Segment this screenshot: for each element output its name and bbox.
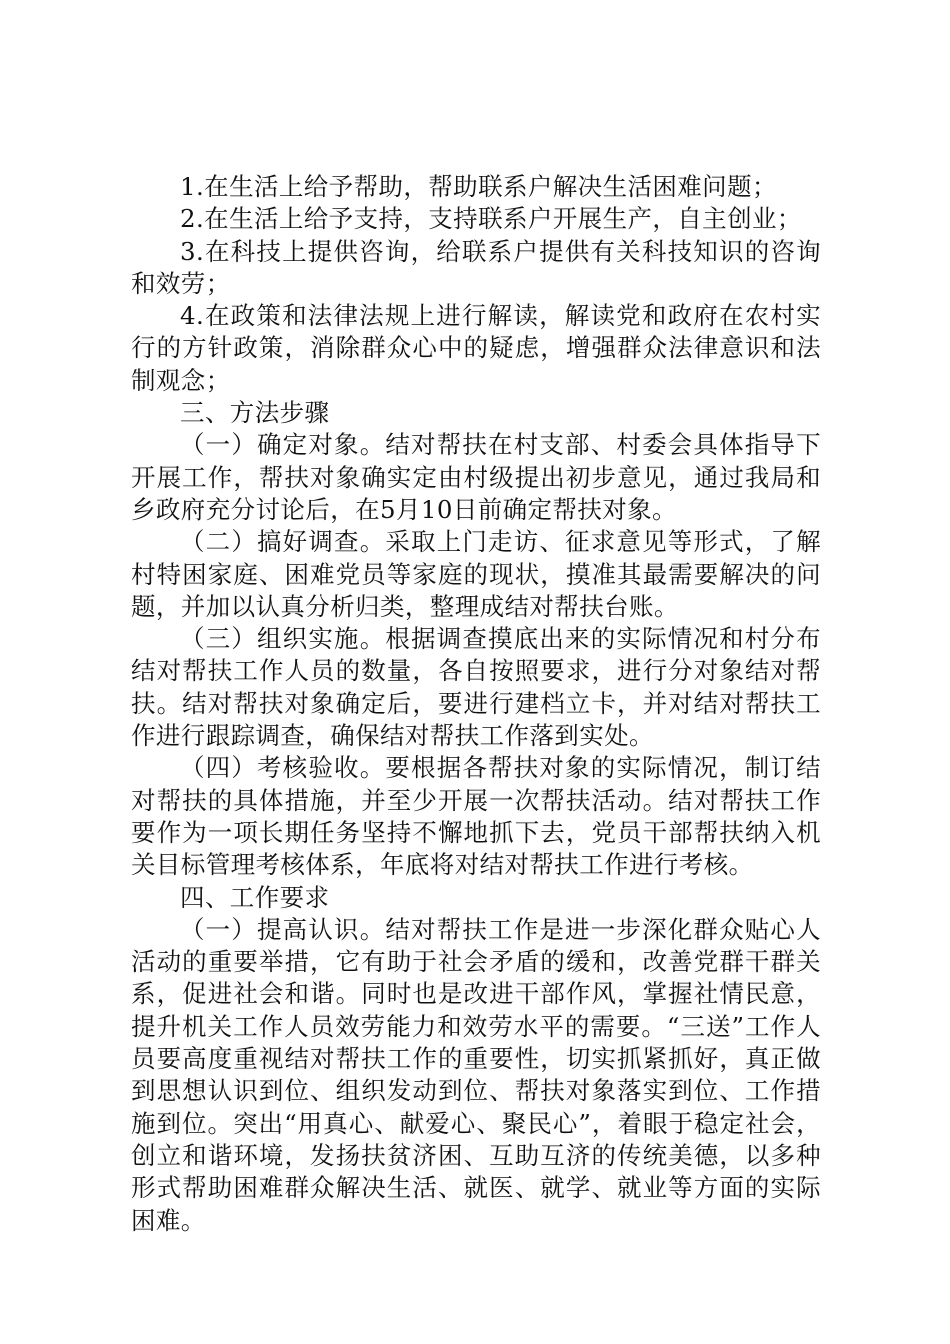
document-body: [131, 171, 821, 1237]
step-investigation: （二）搞好调查。采取上门走访、征求意见等形式，了解村特困家庭、困难党员等家庭的现状，摸准其最需要解决的问题，并加以认真分析归类，整理成结对帮扶台账。: [131, 527, 821, 621]
item-policy-interpretation: 4.在政策和法律法规上进行解读，解读党和政府在农村实行的方针政策，消除群众心中的疑虑，增强群众法律意识和法制观念；: [131, 301, 821, 395]
item-tech-consulting: 3.在科技上提供咨询，给联系户提供有关科技知识的咨询和效劳；: [131, 236, 821, 298]
requirement-raise-awareness: （一）提高认识。结对帮扶工作是进一步深化群众贴心人活动的重要举措，它有助于社会矛盾的缓和，改善党群干群关系，促进社会和谐。同时也是改进干部作风，掌握社情民意，提升机关工作人员效劳能力和效劳水平的需要。“三送”工作人员要高度重视结对帮扶工作的重要性，切实抓紧抓好，真正做到思想认识到位、组织发动到位、帮扶对象落实到位、工作措施到位。突出“用真心、献爱心、聚民心”，着眼于稳定社会，创立和谐环境，发扬扶贫济困、互助互济的传统美德，以多种形式帮助困难群众解决生活、就医、就学、就业等方面的实际困难。: [131, 914, 821, 1235]
item-support-production: 2.在生活上给予支持，支持联系户开展生产，自主创业；: [180, 204, 802, 234]
step-implementation: （三）组织实施。根据调查摸底出来的实际情况和村分布结对帮扶工作人员的数量，各自按照要求，进行分对象结对帮扶。结对帮扶对象确定后，要进行建档立卡，并对结对帮扶工作进行跟踪调查，确保结对帮扶工作落到实处。: [131, 624, 821, 751]
item-help-life: 1.在生活上给予帮助，帮助联系户解决生活困难问题；: [180, 172, 777, 201]
step-assessment: （四）考核验收。要根据各帮扶对象的实际情况，制订结对帮扶的具体措施，并至少开展一次帮扶活动。结对帮扶工作要作为一项长期任务坚持不懈地抓下去，党员干部帮扶纳入机关目标管理考核体系，年底将对结对帮扶工作进行考核。: [131, 753, 821, 880]
section-heading-requirements: 四、工作要求: [180, 882, 330, 912]
step-determine-targets: （一）确定对象。结对帮扶在村支部、村委会具体指导下开展工作，帮扶对象确实定由村级提出初步意见，通过我局和乡政府充分讨论后，在5月10日前确定帮扶对象。: [131, 430, 821, 524]
section-heading-methods: 三、方法步骤: [180, 398, 330, 428]
